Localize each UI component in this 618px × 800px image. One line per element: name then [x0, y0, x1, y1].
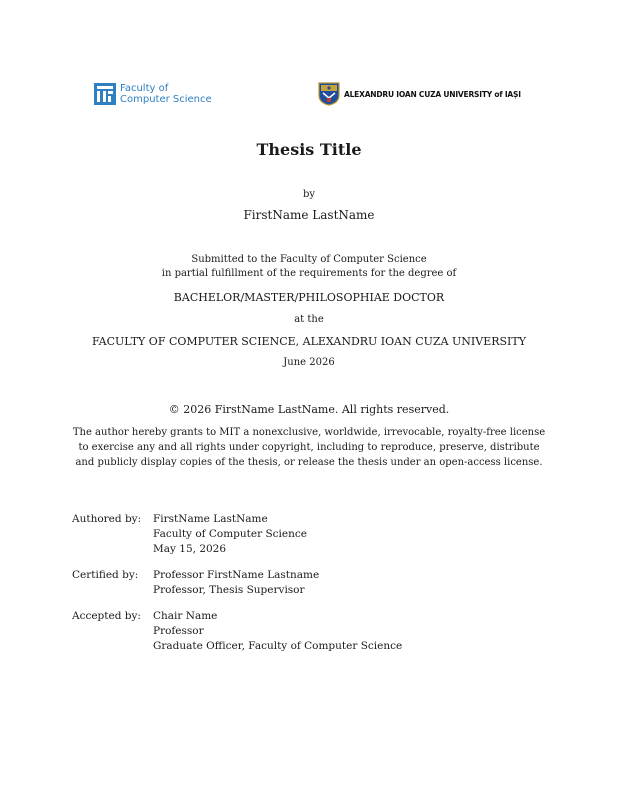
- copyright-notice: © 2026 FirstName LastName. All rights reserved.: [168, 403, 450, 416]
- accepted-by-name: Chair Name: [153, 610, 218, 622]
- authored-by-faculty: Faculty of Computer Science: [153, 528, 307, 540]
- authored-by-name: FirstName LastName: [153, 513, 268, 525]
- authored-by-date: May 15, 2026: [153, 543, 227, 555]
- university-logo: [318, 82, 521, 106]
- faculty-logo-text: [120, 83, 212, 105]
- faculty-logo-line-1: Faculty of: [120, 83, 169, 94]
- thesis-title: Thesis Title: [256, 140, 362, 159]
- degree: BACHELOR/MASTER/PHILOSOPHIAE DOCTOR: [173, 291, 445, 304]
- institution: FACULTY OF COMPUTER SCIENCE, ALEXANDRU IOAN CUZA UNIVERSITY: [91, 335, 526, 348]
- certified-by-role: Professor, Thesis Supervisor: [153, 584, 305, 596]
- license-statement: The author hereby grants to MIT a nonexclusive, worldwide, irrevocable, royalty-free license to exercise any and all rights under copyright, including to reproduce, preserve, distribute and publicly display copies of the thesis, or release the thesis under an open-access license.: [72, 427, 546, 468]
- faculty-logo-line-2: Computer Science: [120, 94, 212, 105]
- author-name: FirstName LastName: [243, 208, 375, 222]
- at-the-label: at the: [294, 314, 324, 325]
- certified-by-label: Certified by:: [72, 569, 139, 581]
- authored-by-label: Authored by:: [72, 513, 142, 525]
- faculty-logo: [94, 82, 212, 106]
- by-label: by: [302, 189, 316, 200]
- submission-line-2: in partial fulfillment of the requirements for the degree of: [161, 268, 457, 279]
- submission-line-1: Submitted to the Faculty of Computer Science: [191, 254, 427, 265]
- submission-date: June 2026: [283, 357, 335, 368]
- faculty-logo-icon: [94, 83, 116, 105]
- certified-by-name: Professor FirstName Lastname: [153, 569, 320, 581]
- accepted-by-role: Graduate Officer, Faculty of Computer Science: [153, 640, 403, 652]
- accepted-by-title: Professor: [153, 625, 204, 637]
- accepted-by-label: Accepted by:: [72, 610, 141, 622]
- university-crest-icon: [318, 82, 340, 106]
- university-logo-text: ALEXANDRU IOAN CUZA UNIVERSITY of IAȘI: [344, 89, 521, 99]
